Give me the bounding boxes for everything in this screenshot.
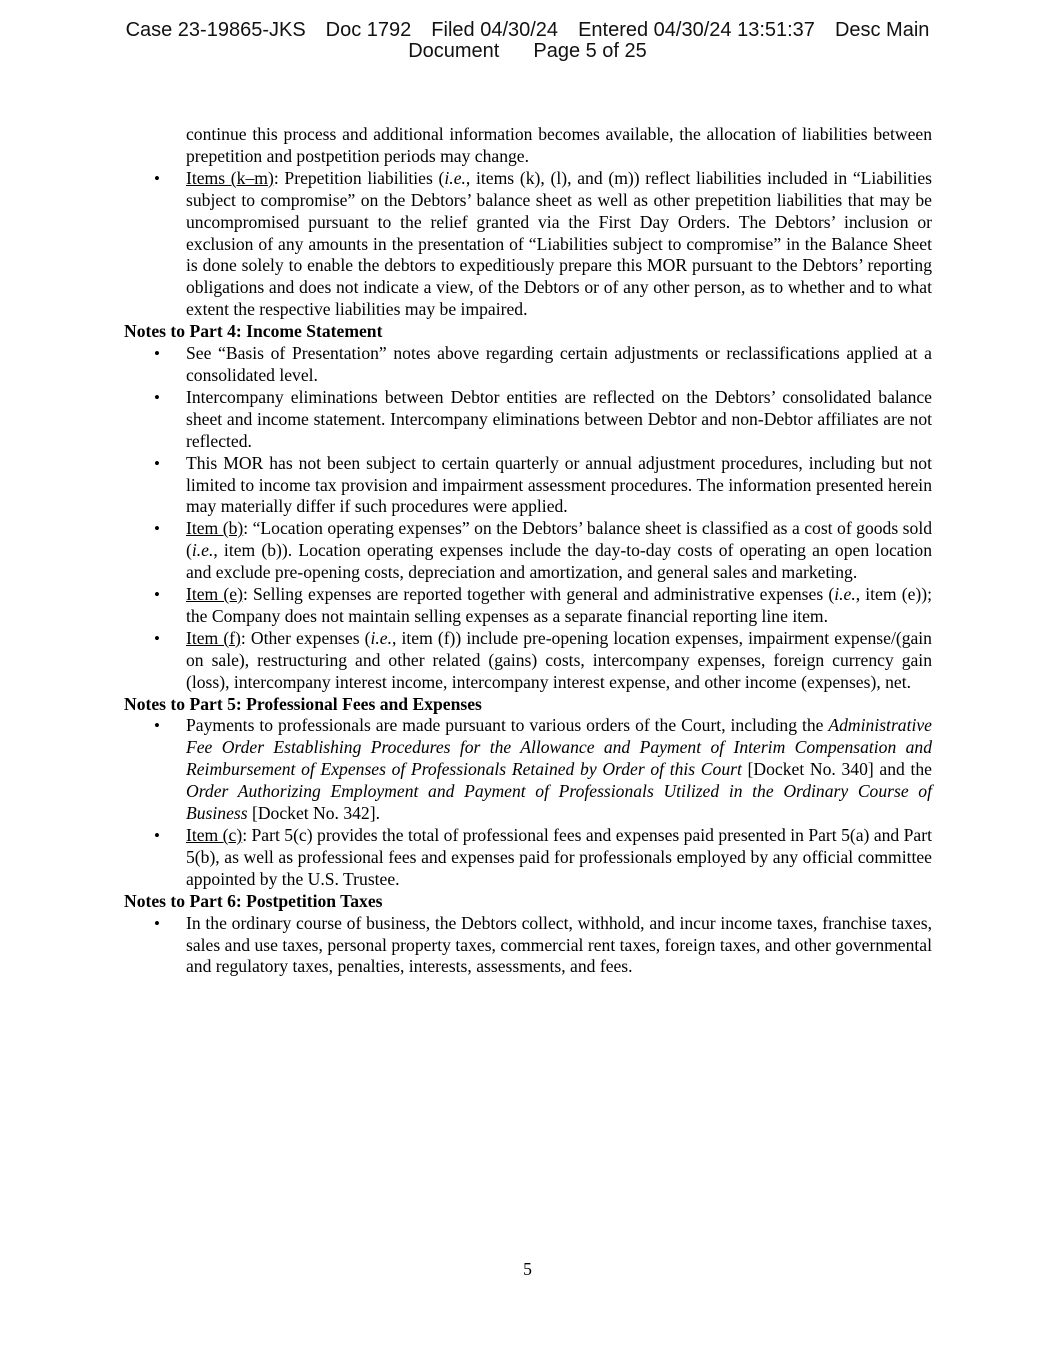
- part5-list: [124, 715, 932, 890]
- part6-list: [124, 913, 932, 979]
- part4-heading: Notes to Part 4: Income Statement: [124, 321, 383, 342]
- filing-stamp-line-1: [0, 20, 1055, 41]
- entered-date: Entered 04/30/24 13:51:37: [578, 19, 815, 41]
- bullet-icon: •: [154, 913, 160, 933]
- bullet-icon: •: [154, 387, 160, 407]
- bullet-icon: •: [154, 585, 160, 605]
- part5-heading: Notes to Part 5: Professional Fees and Expenses: [124, 693, 482, 714]
- bullet-icon: •: [154, 168, 160, 188]
- bullet-icon: •: [154, 826, 160, 845]
- filing-stamp-line-2: [0, 41, 1055, 62]
- part4-bullet-item-f: • Item (f): Other expenses (i.e., item (f)) include pre-opening location expenses, impairment expense/(gain on sale), restructuring and other related (gains) costs, intercompany expenses, foreign currency gain (loss), intercompany interest income, intercompany interest expense, and other income (expenses), net.: [154, 627, 932, 692]
- doc-type: Document: [408, 40, 500, 62]
- part4-bullet-adjustments: • This MOR has not been subject to certain quarterly or annual adjustment procedures, including but not limited to income tax provision and impairment assessment procedures. The information presented herein may materially differ if such procedures were applied.: [154, 452, 932, 517]
- bullet-icon: •: [154, 344, 160, 364]
- filed-date: Filed 04/30/24: [431, 19, 559, 41]
- page-of-total: Page 5 of 25: [533, 40, 647, 62]
- part4-bullet-item-e: • Item (e): Selling expenses are reported together with general and administrative expenses (i.e., item (e)); the Company does not maintain selling expenses as a separate financial reporting line item.: [154, 584, 932, 626]
- part4-bullet-intercompany: • Intercompany eliminations between Debtor entities are reflected on the Debtors’ consolidated balance sheet and income statement. Intercompany eliminations between Debtor and non-Debtor affiliates are not reflected.: [154, 386, 932, 451]
- fee-order-title: Administrative Fee Order Establishing Procedures for the Allowance and Payment of Interim Compensation and Reimbursement of Expenses of Professionals Retained by Order of this Court: [186, 715, 932, 780]
- bullet-icon: •: [154, 628, 160, 648]
- part6-bullet-taxes: • In the ordinary course of business, the Debtors collect, withhold, and incur income taxes, franchise taxes, sales and use taxes, personal property taxes, commercial rent taxes, foreign taxes, and other governmental and regulatory taxes, penalties, interests, assessments, and fees.: [154, 912, 932, 977]
- document-body: [124, 124, 932, 978]
- item-f-label: Item (f): [186, 627, 241, 648]
- part4-bullet-item-b: • Item (b): “Location operating expenses” on the Debtors’ balance sheet is classified as a cost of goods sold (i.e., item (b)). Location operating expenses include the day-to-day costs of operating an open location and exclude pre-opening costs, depreciation and amortization, and general sales and marketing.: [154, 518, 932, 583]
- part5-bullet-item-c: • Item (c): Part 5(c) provides the total of professional fees and expenses paid presented in Part 5(a) and Part 5(b), as well as professional fees and expenses paid for professionals employed by any official committee appointed by the U.S. Trustee.: [154, 825, 932, 889]
- case-number: Case 23-19865-JKS: [125, 19, 306, 41]
- part6-heading: Notes to Part 6: Postpetition Taxes: [124, 890, 383, 911]
- item-c-label: Item (c): [186, 825, 243, 845]
- bullet-icon: •: [154, 716, 160, 736]
- bullet-icon: •: [154, 519, 160, 539]
- part4-list: [124, 343, 932, 694]
- items-km-list: [124, 168, 932, 321]
- part5-bullet-payments: • Payments to professionals are made pursuant to various orders of the Court, including the Administrative Fee Order Establishing Procedures for the Allowance and Payment of Interim Compensation and Reimbursement of Expenses of Professionals Retained by Order of this Court [Docket No. 340] and the Order Authorizing Employment and Payment of Professionals Utilized in the Ordinary Course of Business [Docket No. 342].: [154, 715, 932, 824]
- continuation-paragraph: continue this process and additional information becomes available, the allocation of liabilities between prepetition and postpetition periods may change.: [186, 124, 932, 166]
- ordinary-course-order-title: Order Authorizing Employment and Payment of Professionals Utilized in the Ordinary Course of Business: [186, 781, 932, 824]
- doc-description: Desc Main: [834, 19, 930, 41]
- court-filing-stamp: [0, 20, 1055, 62]
- bullet-icon: •: [154, 453, 160, 473]
- page-number: 5: [523, 1259, 532, 1279]
- items-km-bullet: • Items (k–m): Prepetition liabilities (i.e., items (k), (l), and (m)) reflect liabilities included in “Liabilities subject to compromise” on the Debtors’ balance sheet as well as other prepetition liabilities that may be uncompromised pursuant to the relief granted via the First Day Orders. The Debtors’ inclusion or exclusion of any amounts in the presentation of “Liabilities subject to compromise” in the Balance Sheet is done solely to enable the debtors to expeditiously prepare this MOR pursuant to the Debtors’ reporting obligations and does not indicate a view, of the Debtors or of any other person, as to whether and to what extent the respective liabilities may be impaired.: [154, 167, 932, 320]
- part4-bullet-basis: • See “Basis of Presentation” notes above regarding certain adjustments or reclassifications applied at a consolidated level.: [154, 343, 932, 385]
- doc-number: Doc 1792: [325, 19, 412, 41]
- items-km-label: Items (k–m): [186, 167, 274, 188]
- item-b-label: Item (b): [186, 518, 244, 539]
- item-e-label: Item (e): [186, 584, 243, 605]
